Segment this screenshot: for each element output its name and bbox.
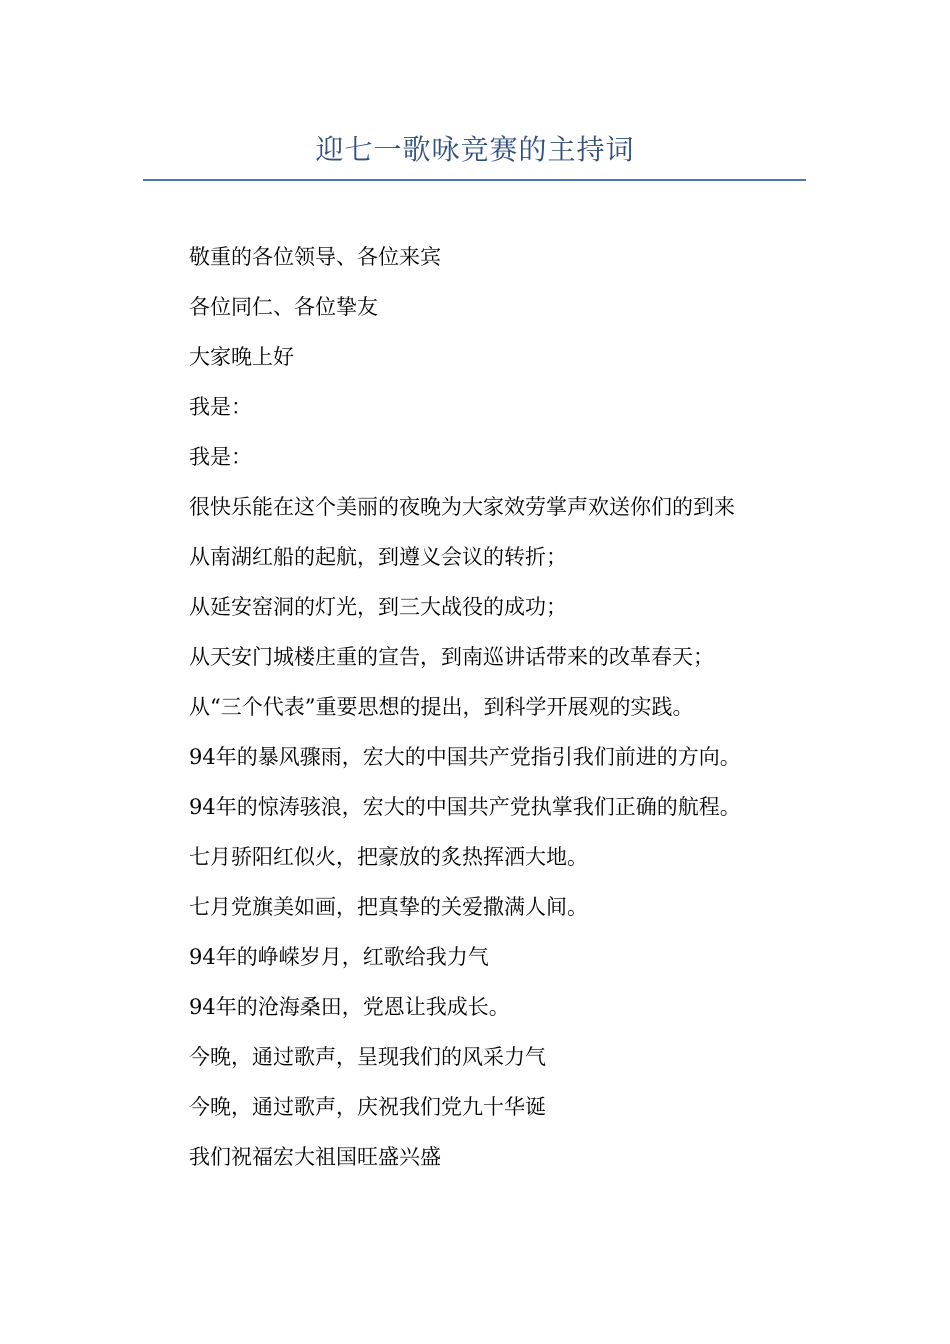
- body-line: 从“三个代表”重要思想的提出，到科学开展观的实践。: [189, 695, 694, 719]
- body-line: 敬重的各位领导、各位来宾: [189, 245, 441, 269]
- body-line: 七月骄阳红似火，把豪放的炙热挥洒大地。: [189, 845, 588, 869]
- body-line: 大家晚上好: [189, 345, 294, 369]
- body-line: 很快乐能在这个美丽的夜晚为大家效劳掌声欢送你们的到来: [189, 495, 735, 519]
- body-line: 94年的暴风骤雨，宏大的中国共产党指引我们前进的方向。: [189, 745, 741, 769]
- body-line: 从南湖红船的起航，到遵义会议的转折；: [189, 545, 567, 569]
- document-body: [189, 239, 829, 1189]
- body-line: 从延安窑洞的灯光，到三大战役的成功；: [189, 595, 567, 619]
- body-line: 94年的峥嵘岁月，红歌给我力气: [189, 945, 489, 969]
- body-line: 今晚，通过歌声，庆祝我们党九十华诞: [189, 1095, 546, 1119]
- body-line: 今晚，通过歌声，呈现我们的风采力气: [189, 1045, 546, 1069]
- title-underline: [143, 179, 806, 181]
- body-line: 我们祝福宏大祖国旺盛兴盛: [189, 1145, 441, 1169]
- body-line: 我是：: [189, 445, 252, 469]
- body-line: 从天安门城楼庄重的宣告，到南巡讲话带来的改革春天；: [189, 645, 714, 669]
- body-line: 94年的沧海桑田，党恩让我成长。: [189, 995, 510, 1019]
- body-line: 各位同仁、各位挚友: [189, 295, 378, 319]
- body-line: 94年的惊涛骇浪，宏大的中国共产党执掌我们正确的航程。: [189, 795, 741, 819]
- body-line: 我是：: [189, 395, 252, 419]
- body-line: 七月党旗美如画，把真挚的关爱撒满人间。: [189, 895, 588, 919]
- document-title: 迎七一歌咏竞赛的主持词: [315, 133, 635, 166]
